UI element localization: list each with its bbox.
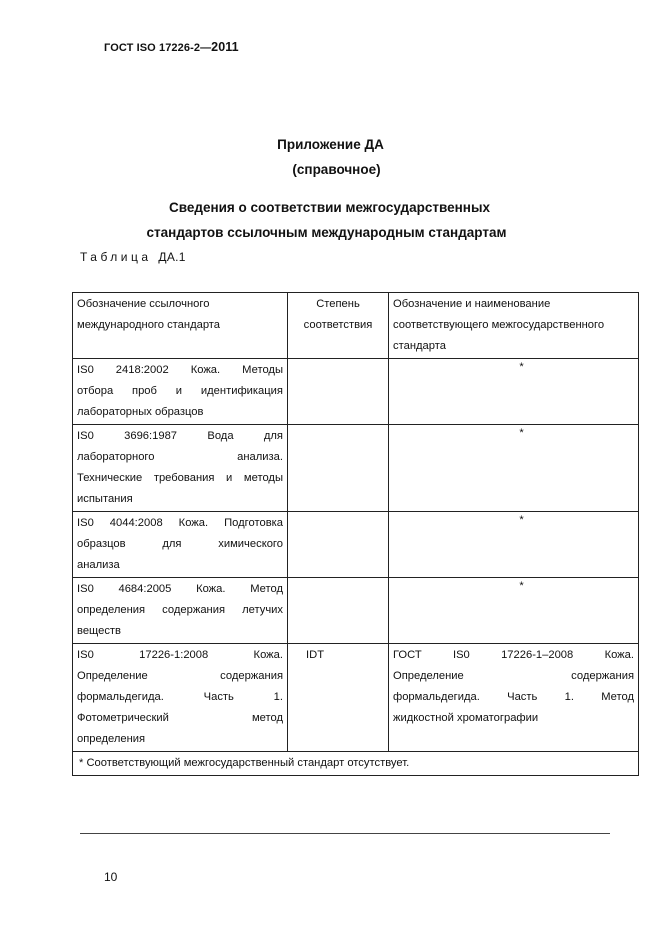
absent-marker: * <box>519 361 524 373</box>
cell-text: Определение содержания <box>77 670 283 682</box>
cell-text: Технические требования и методы <box>77 472 283 484</box>
document-header <box>104 40 239 54</box>
cell-text: Фотометрический метод <box>77 712 283 724</box>
cell-text: IS0 3696:1987 Вода для <box>77 430 283 442</box>
international-standard-cell <box>73 578 288 644</box>
interstate-standard-cell <box>389 578 639 644</box>
table-caption-word: Таблица <box>80 250 152 264</box>
table-header-row <box>73 293 639 359</box>
standard-year: 2011 <box>211 40 239 54</box>
header-cell-international <box>73 293 288 359</box>
cell-text: IS0 4684:2005 Кожа. Метод <box>77 583 283 595</box>
degree-cell <box>288 425 389 512</box>
table-row <box>73 512 639 578</box>
table-footnote: * Соответствующий межгосударственный стандарт отсутствует. <box>73 752 639 776</box>
cell-text: ГОСТ IS0 17226-1–2008 Кожа. <box>393 649 634 661</box>
degree-cell <box>288 578 389 644</box>
absent-marker: * <box>519 427 524 439</box>
international-standard-cell <box>73 359 288 425</box>
header-text: стандарта <box>393 340 446 352</box>
page-number: 10 <box>104 870 118 884</box>
cell-text: определения содержания летучих <box>77 604 283 616</box>
header-text: Обозначение и наименование <box>393 298 551 310</box>
absent-marker: * <box>519 580 524 592</box>
appendix-title: Приложение ДА <box>277 137 384 152</box>
international-standard-cell <box>73 425 288 512</box>
table-caption <box>80 250 186 264</box>
interstate-standard-cell <box>389 359 639 425</box>
cell-text: определения <box>77 733 146 745</box>
cell-text: образцов для химического <box>77 538 283 550</box>
interstate-standard-cell <box>389 512 639 578</box>
cell-text: формальдегида. Часть 1. <box>77 691 283 703</box>
table-row <box>73 359 639 425</box>
header-text: соответствия <box>303 319 373 331</box>
header-text: Степень <box>316 298 360 310</box>
cell-text: анализа <box>77 559 120 571</box>
cell-text: отбора проб и идентификация <box>77 385 283 397</box>
cell-text: Определение содержания <box>393 670 634 682</box>
standard-code: ГОСТ ISO 17226-2— <box>104 42 212 54</box>
correspondence-table <box>72 292 639 776</box>
appendix-subtitle: (справочное) <box>292 162 381 177</box>
degree-cell <box>288 512 389 578</box>
cell-text: формальдегида. Часть 1. Метод <box>393 691 634 703</box>
footer-divider <box>80 833 610 834</box>
table-footnote-row <box>73 752 639 776</box>
header-text: Обозначение ссылочного <box>77 298 210 310</box>
cell-text: IS0 2418:2002 Кожа. Методы <box>77 364 283 376</box>
international-standard-cell <box>73 644 288 752</box>
header-cell-degree <box>288 293 389 359</box>
header-text: международного стандарта <box>77 319 221 331</box>
cell-text: жидкостной хроматографии <box>393 712 539 724</box>
cell-text: лабораторного анализа. <box>77 451 283 463</box>
appendix-heading-line-2: стандартов ссылочным международным стандартам <box>146 225 507 240</box>
cell-text: веществ <box>77 625 122 637</box>
international-standard-cell <box>73 512 288 578</box>
appendix-heading-line-1: Сведения о соответствии межгосударственных <box>169 200 490 215</box>
degree-cell: IDT <box>288 644 389 752</box>
cell-text: IS0 4044:2008 Кожа. Подготовка <box>77 517 283 529</box>
cell-text: IS0 17226-1:2008 Кожа. <box>77 649 283 661</box>
header-text: соответствующего межгосударственного <box>393 319 605 331</box>
cell-text: испытания <box>77 493 133 505</box>
absent-marker: * <box>519 514 524 526</box>
table-row <box>73 578 639 644</box>
table-row <box>73 644 639 752</box>
table-row <box>73 425 639 512</box>
interstate-standard-cell <box>389 644 639 752</box>
interstate-standard-cell <box>389 425 639 512</box>
degree-cell <box>288 359 389 425</box>
header-cell-interstate <box>389 293 639 359</box>
table-caption-number: ДА.1 <box>158 250 186 264</box>
cell-text: лабораторных образцов <box>77 406 204 418</box>
